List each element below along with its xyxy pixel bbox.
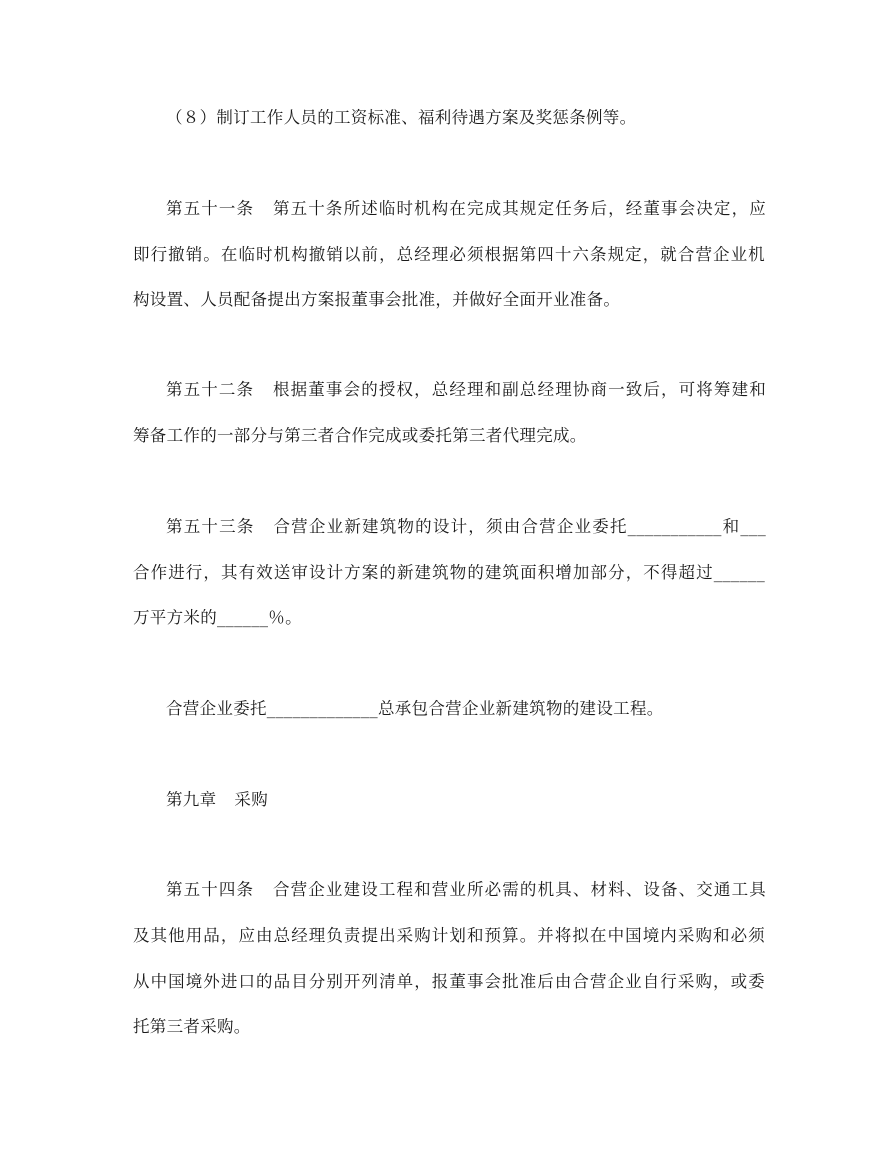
article-53-heading: 第五十三条 [166,517,255,536]
article-54-line-3: 从中国境外进口的品目分别开列清单，报董事会批准后由合营企业自行采购，或委 [133,972,765,991]
contract-line: 合营企业委托_____________总承包合营企业新建筑物的建设工程。 [166,699,664,718]
article-53-line-3: 万平方米的______％。 [133,608,302,627]
article-54-line-4: 托第三者采购。 [133,1017,251,1036]
article-54-text: 合营企业建设工程和营业所必需的机具、材料、设备、交通工具 [272,880,767,899]
article-54-line-1 [166,878,766,902]
chapter-9-title: 采购 [234,790,269,809]
article-52-heading: 第五十二条 [166,380,255,399]
article-52-line-2: 筹备工作的一部分与第三者合作完成或委托第三者代理完成。 [133,426,587,445]
article-51-line-1 [166,197,766,221]
article-51-line-3: 构设置、人员配备提出方案报董事会批准，并做好全面开业准备。 [133,290,621,309]
article-51-line-2: 即行撤销。在临时机构撤销以前，总经理必须根据第四十六条规定，就合营企业机 [133,245,765,264]
article-52-text: 根据董事会的授权，总经理和副总经理协商一致后，可将筹建和 [272,380,767,399]
item-8-line: （８）制订工作人员的工资标准、福利待遇方案及奖惩条例等。 [166,108,637,127]
article-51-text: 第五十条所述临时机构在完成其规定任务后，经董事会决定，应 [272,199,767,218]
article-54-heading: 第五十四条 [166,880,255,899]
article-54-line-2: 及其他用品，应由总经理负责提出采购计划和预算。并将拟在中国境内采购和必须 [133,926,765,945]
chapter-9-number: 第九章 [166,790,217,809]
article-53-text: 合营企业新建筑物的设计，须由合营企业委托___________和___ [272,517,767,536]
article-52-line-1 [166,378,766,402]
article-53-line-2: 合作进行，其有效送审设计方案的新建筑物的建筑面积增加部分，不得超过______ [133,563,765,582]
article-53-line-1 [166,515,766,539]
article-51-heading: 第五十一条 [166,199,255,218]
chapter-9-heading [166,788,798,812]
